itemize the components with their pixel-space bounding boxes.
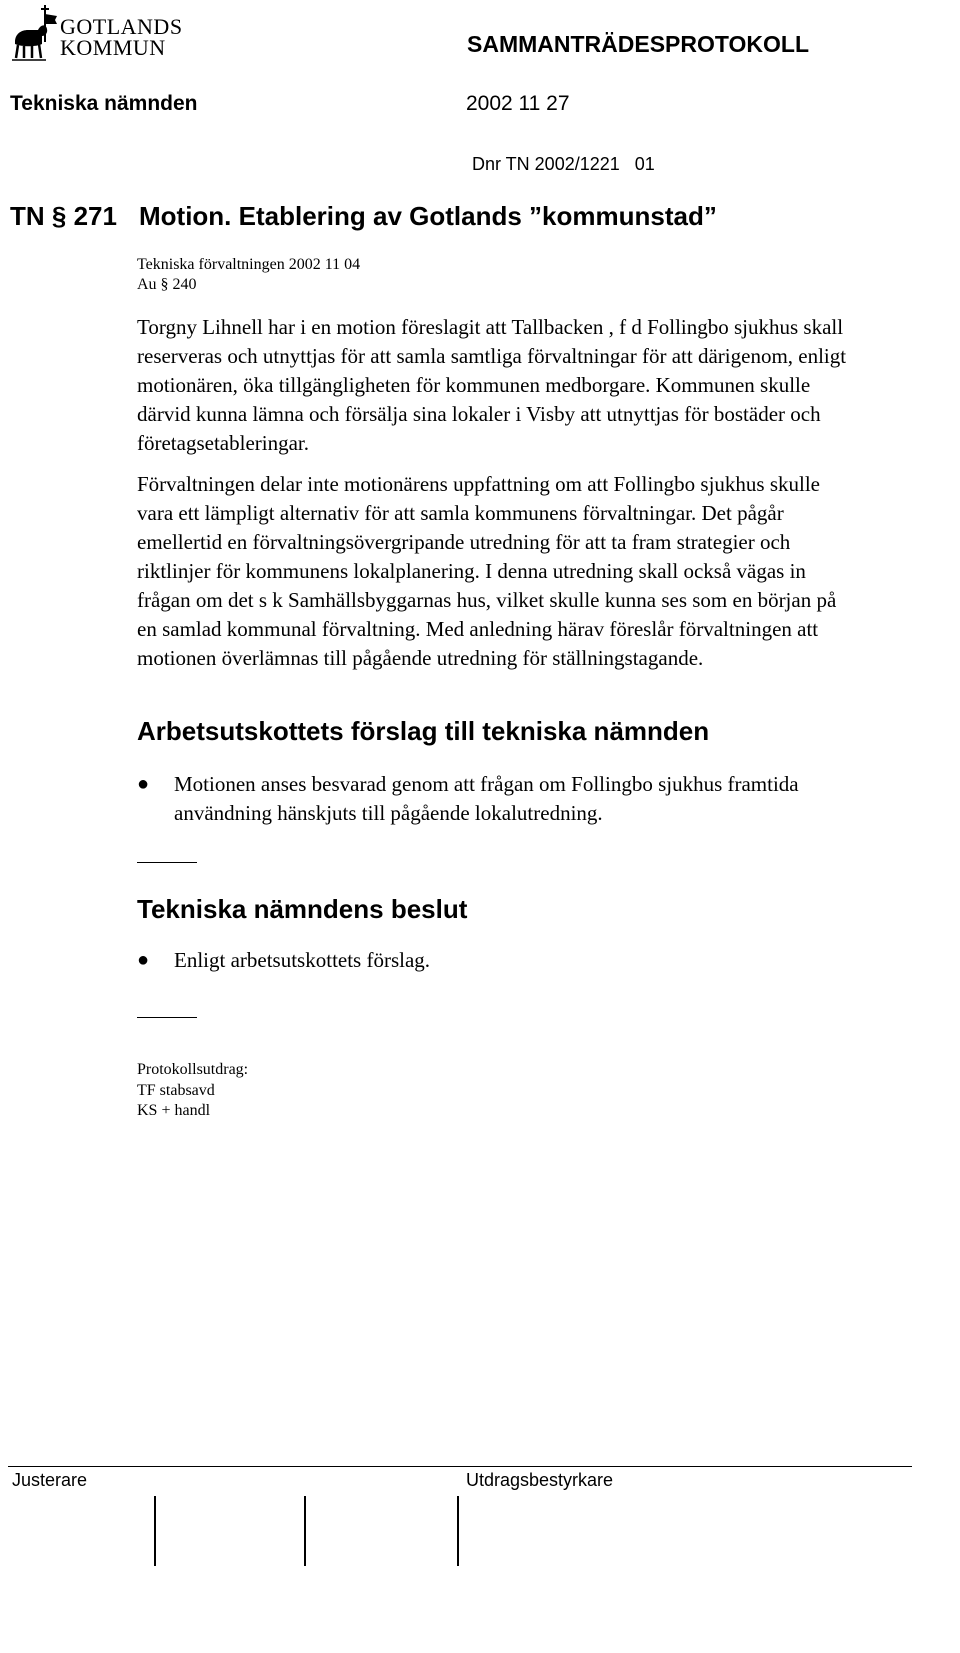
section-divider <box>137 862 197 863</box>
body-paragraph-1 <box>137 313 857 458</box>
item-title: Motion. Etablering av Gotlands ”kommunstad” <box>139 201 717 231</box>
gotland-ram-icon <box>10 2 58 64</box>
item-number: TN § 271 <box>10 201 117 231</box>
decision-heading: Tekniska nämndens beslut <box>137 894 468 924</box>
meeting-date: 2002 11 27 <box>466 92 570 115</box>
bullet-icon: ● <box>137 773 150 795</box>
signature-box-divider <box>154 1496 156 1566</box>
body-paragraph-2-text: Förvaltningen delar inte motionärens uppfattning om att Follingbo sjukhus skulle vara ett lämpligt alternativ för att samla kommunens förvaltningar. Det pågår emellertid en förvaltningsövergripande utredning för att ta fram strategier och riktlinjer för kommunens lokalplanering. I denna utredning skall också vägas in frågan om det s k Samhällsbyggarnas hus, vilket skulle kunna ses som en början på en samlad kommunal förvaltning. Med anledning härav föreslår förvaltningen att motionen överlämnas till pågående utredning för ställningstagande. <box>137 472 837 670</box>
proposal-bullet-text: Motionen anses besvarad genom att frågan om Follingbo sjukhus framtida användning hänskjuts till pågående lokalutredning. <box>174 772 799 825</box>
proposal-bullet-item <box>137 770 857 828</box>
extract-recipient: TF stabsavd <box>137 1082 215 1099</box>
body-paragraph-1-text: Torgny Lihnell har i en motion föreslagit att Tallbacken , f d Follingbo sjukhus skall reserveras och utnyttjas för att samla samtliga förvaltningar för att därigenom, enligt motionären, öka tillgängligheten för kommunen medborgare. Kommunen skulle därvid kunna lämna och försälja sina lokaler i Visby att utnyttjas för bostäder och företagsetableringar. <box>137 315 847 455</box>
logo <box>10 2 183 64</box>
logo-text-line2: KOMMUN <box>60 35 166 60</box>
reference-line-1: Tekniska förvaltningen 2002 11 04 <box>137 256 361 273</box>
doc-type: SAMMANTRÄDESPROTOKOLL <box>467 31 810 57</box>
body-paragraph-2 <box>137 470 857 673</box>
extract-recipient: KS + handl <box>137 1102 211 1119</box>
reference-line-2: Au § 240 <box>137 276 197 293</box>
diary-number: Dnr TN 2002/1221 01 <box>472 154 655 174</box>
proposal-heading: Arbetsutskottets förslag till tekniska nämnden <box>137 716 710 746</box>
footer-utdrag-label: Utdragsbestyrkare <box>466 1470 614 1490</box>
signature-box-divider <box>304 1496 306 1566</box>
extract-label: Protokollsutdrag: <box>137 1061 249 1078</box>
decision-bullet-item <box>137 946 857 975</box>
signature-box-divider <box>457 1496 459 1566</box>
bullet-icon: ● <box>137 949 150 971</box>
footer-rule <box>8 1466 912 1467</box>
footer-justerare-label: Justerare <box>12 1470 88 1490</box>
logo-text-line1: GOTLANDS <box>60 14 183 39</box>
committee-name: Tekniska nämnden <box>10 92 198 115</box>
decision-bullet-text: Enligt arbetsutskottets förslag. <box>174 948 431 972</box>
section-divider <box>137 1017 197 1018</box>
